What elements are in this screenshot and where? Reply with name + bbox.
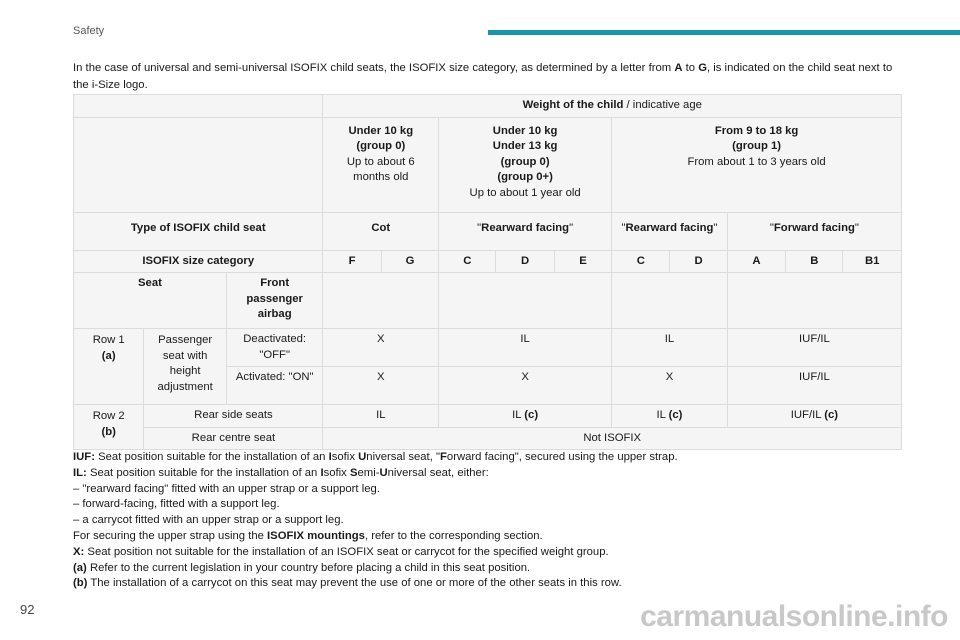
group-weight: Under 10 kg [348, 124, 414, 137]
isofix-value: IL [612, 329, 728, 367]
size-category-cell: E [554, 250, 611, 273]
isofix-table [73, 94, 902, 450]
section-accent-bar [488, 30, 960, 35]
empty-cell [439, 273, 612, 329]
intro-text: In the case of universal and semi-universal ISOFIX child seats, the ISOFIX size category, as determined by a letter from [73, 62, 675, 74]
isofix-value: IL [323, 405, 439, 428]
note-bullet: – forward-facing, fitted with a support leg. [73, 498, 280, 511]
watermark: carmanualsonline.info [640, 600, 948, 633]
weight-header-row [74, 95, 902, 118]
isofix-value: IL [439, 329, 612, 367]
row-label-text: Row 2 [92, 410, 125, 422]
size-category-cell: B1 [843, 250, 902, 273]
group-weight: (group 0+) [497, 171, 553, 183]
row1-seat-name: Passenger seat with height adjustment [144, 329, 226, 405]
seat-header: Seat [74, 273, 227, 329]
group-weight: (group 0) [500, 155, 550, 168]
empty-cell [612, 273, 728, 329]
empty-cell [74, 117, 323, 212]
seat-header-row [74, 273, 902, 329]
row1-deactivated [74, 329, 902, 367]
isofix-value: IL (c) [612, 405, 728, 428]
isofix-value: IUF/IL [727, 367, 901, 405]
size-category-row [74, 250, 902, 273]
row-label-text: Row 1 [92, 334, 125, 346]
rear-side-seats: Rear side seats [144, 405, 323, 428]
group-age: Up to about 6 months old [346, 155, 415, 183]
size-category-cell: C [439, 250, 496, 273]
group-cell-0 [323, 117, 439, 212]
isofix-value: IUF/IL [727, 329, 901, 367]
intro-letter-a: A [674, 62, 683, 74]
page-number: 92 [20, 602, 35, 617]
group-row [74, 117, 902, 212]
rear-centre-seat: Rear centre seat [144, 427, 323, 450]
intro-text: to [682, 62, 699, 74]
group-cell-2 [612, 117, 902, 212]
note-securing: For securing the upper strap using the ISOFIX mountings, refer to the corresponding section. [73, 529, 543, 542]
note-iuf: IUF: Seat position suitable for the installation of an Isofix Universal seat, "Forward facing", secured using the upper strap. [73, 451, 678, 463]
note-x: X: Seat position not suitable for the installation of an ISOFIX seat or carrycot for the specified weight group. [73, 545, 609, 558]
seat-type-cot: Cot [323, 212, 439, 250]
isofix-value: IL (c) [439, 405, 612, 428]
note-il: IL: Seat position suitable for the installation of an Isofix Semi-Universal seat, either: [73, 466, 489, 479]
row2-side [74, 405, 902, 428]
intro-paragraph [73, 60, 903, 94]
group-weight: From 9 to 18 kg [714, 124, 799, 137]
weight-header-rest: / indicative age [623, 99, 702, 111]
isofix-value: X [323, 329, 439, 367]
row2-centre [74, 427, 902, 450]
isofix-value: IUF/IL (c) [727, 405, 901, 428]
size-category-cell: D [496, 250, 554, 273]
seat-type-label: Type of ISOFIX child seat [74, 212, 323, 250]
size-category-cell: G [381, 250, 438, 273]
isofix-value: X [612, 367, 728, 405]
weight-header [323, 95, 902, 118]
group-age: From about 1 to 3 years old [687, 155, 826, 168]
airbag-activated: Activated: "ON" [226, 367, 323, 405]
isofix-value: X [323, 367, 439, 405]
empty-cell [323, 273, 439, 329]
size-category-cell: F [323, 250, 381, 273]
note-b: (b) The installation of a carrycot on this seat may prevent the use of one or more of the other seats in this row. [73, 577, 622, 590]
weight-header-bold: Weight of the child [522, 99, 624, 111]
row-label-tag: (a) [101, 349, 116, 362]
seat-type-rearward-2: "Rearward facing" [612, 212, 728, 250]
group-age: Up to about 1 year old [469, 186, 581, 199]
group-weight: (group 1) [732, 140, 782, 152]
airbag-deactivated: Deactivated: "OFF" [226, 329, 323, 367]
notes-section [73, 450, 913, 592]
size-category-cell: D [670, 250, 727, 273]
section-title: Safety [73, 25, 105, 37]
not-isofix: Not ISOFIX [323, 427, 902, 450]
note-bullet: – "rearward facing" fitted with an upper strap or a support leg. [73, 482, 380, 495]
seat-type-row [74, 212, 902, 250]
note-bullet: – a carrycot fitted with an upper strap or a support leg. [73, 514, 344, 527]
intro-letter-g: G [698, 62, 707, 74]
row-label-tag: (b) [101, 425, 116, 438]
seat-type-rearward-1: "Rearward facing" [439, 212, 612, 250]
group-cell-1 [439, 117, 612, 212]
intro-text: , is indicated on the child seat next to the i-Size logo. [73, 62, 893, 91]
size-category-cell: B [786, 250, 843, 273]
size-category-cell: C [612, 250, 670, 273]
group-weight: Under 13 kg [492, 140, 558, 152]
empty-cell [727, 273, 901, 329]
airbag-header: Front passenger airbag [226, 273, 323, 329]
group-weight: Under 10 kg [492, 124, 558, 137]
empty-cell [74, 95, 323, 118]
group-weight: (group 0) [356, 140, 406, 152]
row1-label [74, 329, 144, 405]
row2-label [74, 405, 144, 450]
seat-type-forward: "Forward facing" [727, 212, 901, 250]
isofix-value: X [439, 367, 612, 405]
size-category-label: ISOFIX size category [74, 250, 323, 273]
size-category-cell: A [727, 250, 785, 273]
note-a: (a) Refer to the current legislation in your country before placing a child in this seat position. [73, 561, 531, 574]
